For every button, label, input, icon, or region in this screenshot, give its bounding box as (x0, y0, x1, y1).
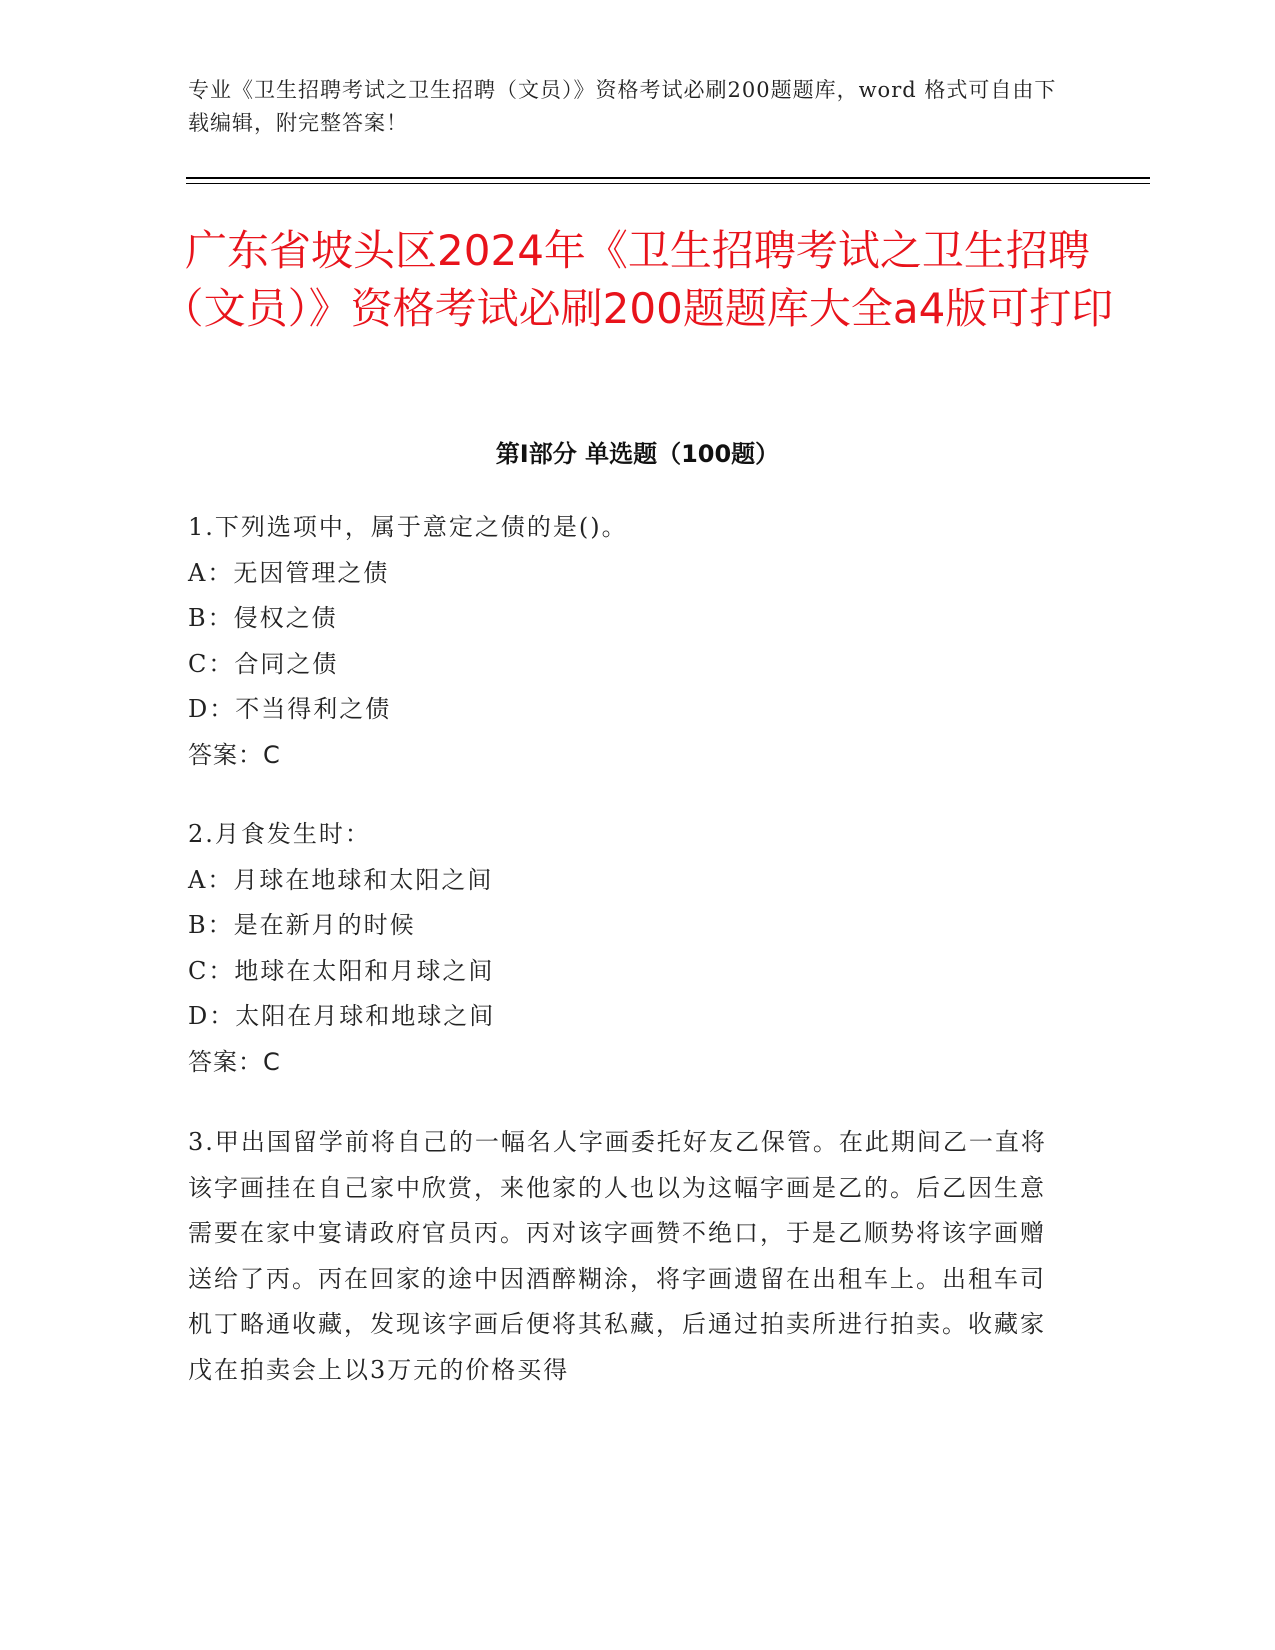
option-d: D：不当得利之债 (188, 695, 392, 723)
option-b: B：是在新月的时候 (188, 911, 416, 939)
answer-line: 答案：C (188, 1047, 281, 1076)
option-d: D：太阳在月球和地球之间 (188, 1002, 496, 1030)
answer-line: 答案：C (188, 740, 281, 769)
header-divider-thin (186, 183, 1150, 184)
option-c: C：合同之债 (188, 649, 339, 678)
option-a: A：月球在地球和太阳之间 (188, 865, 494, 894)
header-divider-thick (186, 177, 1150, 179)
option-b: B：侵权之债 (188, 604, 338, 632)
question-stem: 1.下列选项中，属于意定之债的是()。 (188, 513, 628, 541)
header-note: 专业《卫生招聘考试之卫生招聘（文员）》资格考试必刷200题题库，word 格式可自由下载编辑，附完整答案！ (188, 78, 1057, 135)
option-c: C：地球在太阳和月球之间 (188, 956, 495, 985)
question-stem: 2.月食发生时： (188, 820, 371, 848)
question-3 (188, 1120, 1068, 1393)
section-title: 第Ⅰ部分 单选题（100题） (495, 440, 780, 468)
document-title: 广东省坡头区2024年《卫生招聘考试之卫生招聘（文员）》资格考试必刷200题题库大全a4版可打印 (161, 226, 1114, 333)
question-stem: 3.甲出国留学前将自己的一幅名人字画委托好友乙保管。在此期间乙一直将该字画挂在自己家中欣赏，来他家的人也以为这幅字画是乙的。后乙因生意需要在家中宴请政府官员丙。丙对该字画赞不绝口，于是乙顺势将该字画赠送给了丙。丙在回家的途中因酒醉糊涂，将字画遗留在出租车上。出租车司机丁略通收藏，发现该字画后便将其私藏，后通过拍卖所进行拍卖。收藏家戊在拍卖会上以3万元的价格买得 (188, 1128, 1047, 1384)
question-2 (188, 812, 1068, 1085)
question-1 (188, 505, 1068, 778)
option-a: A：无因管理之债 (188, 558, 390, 587)
